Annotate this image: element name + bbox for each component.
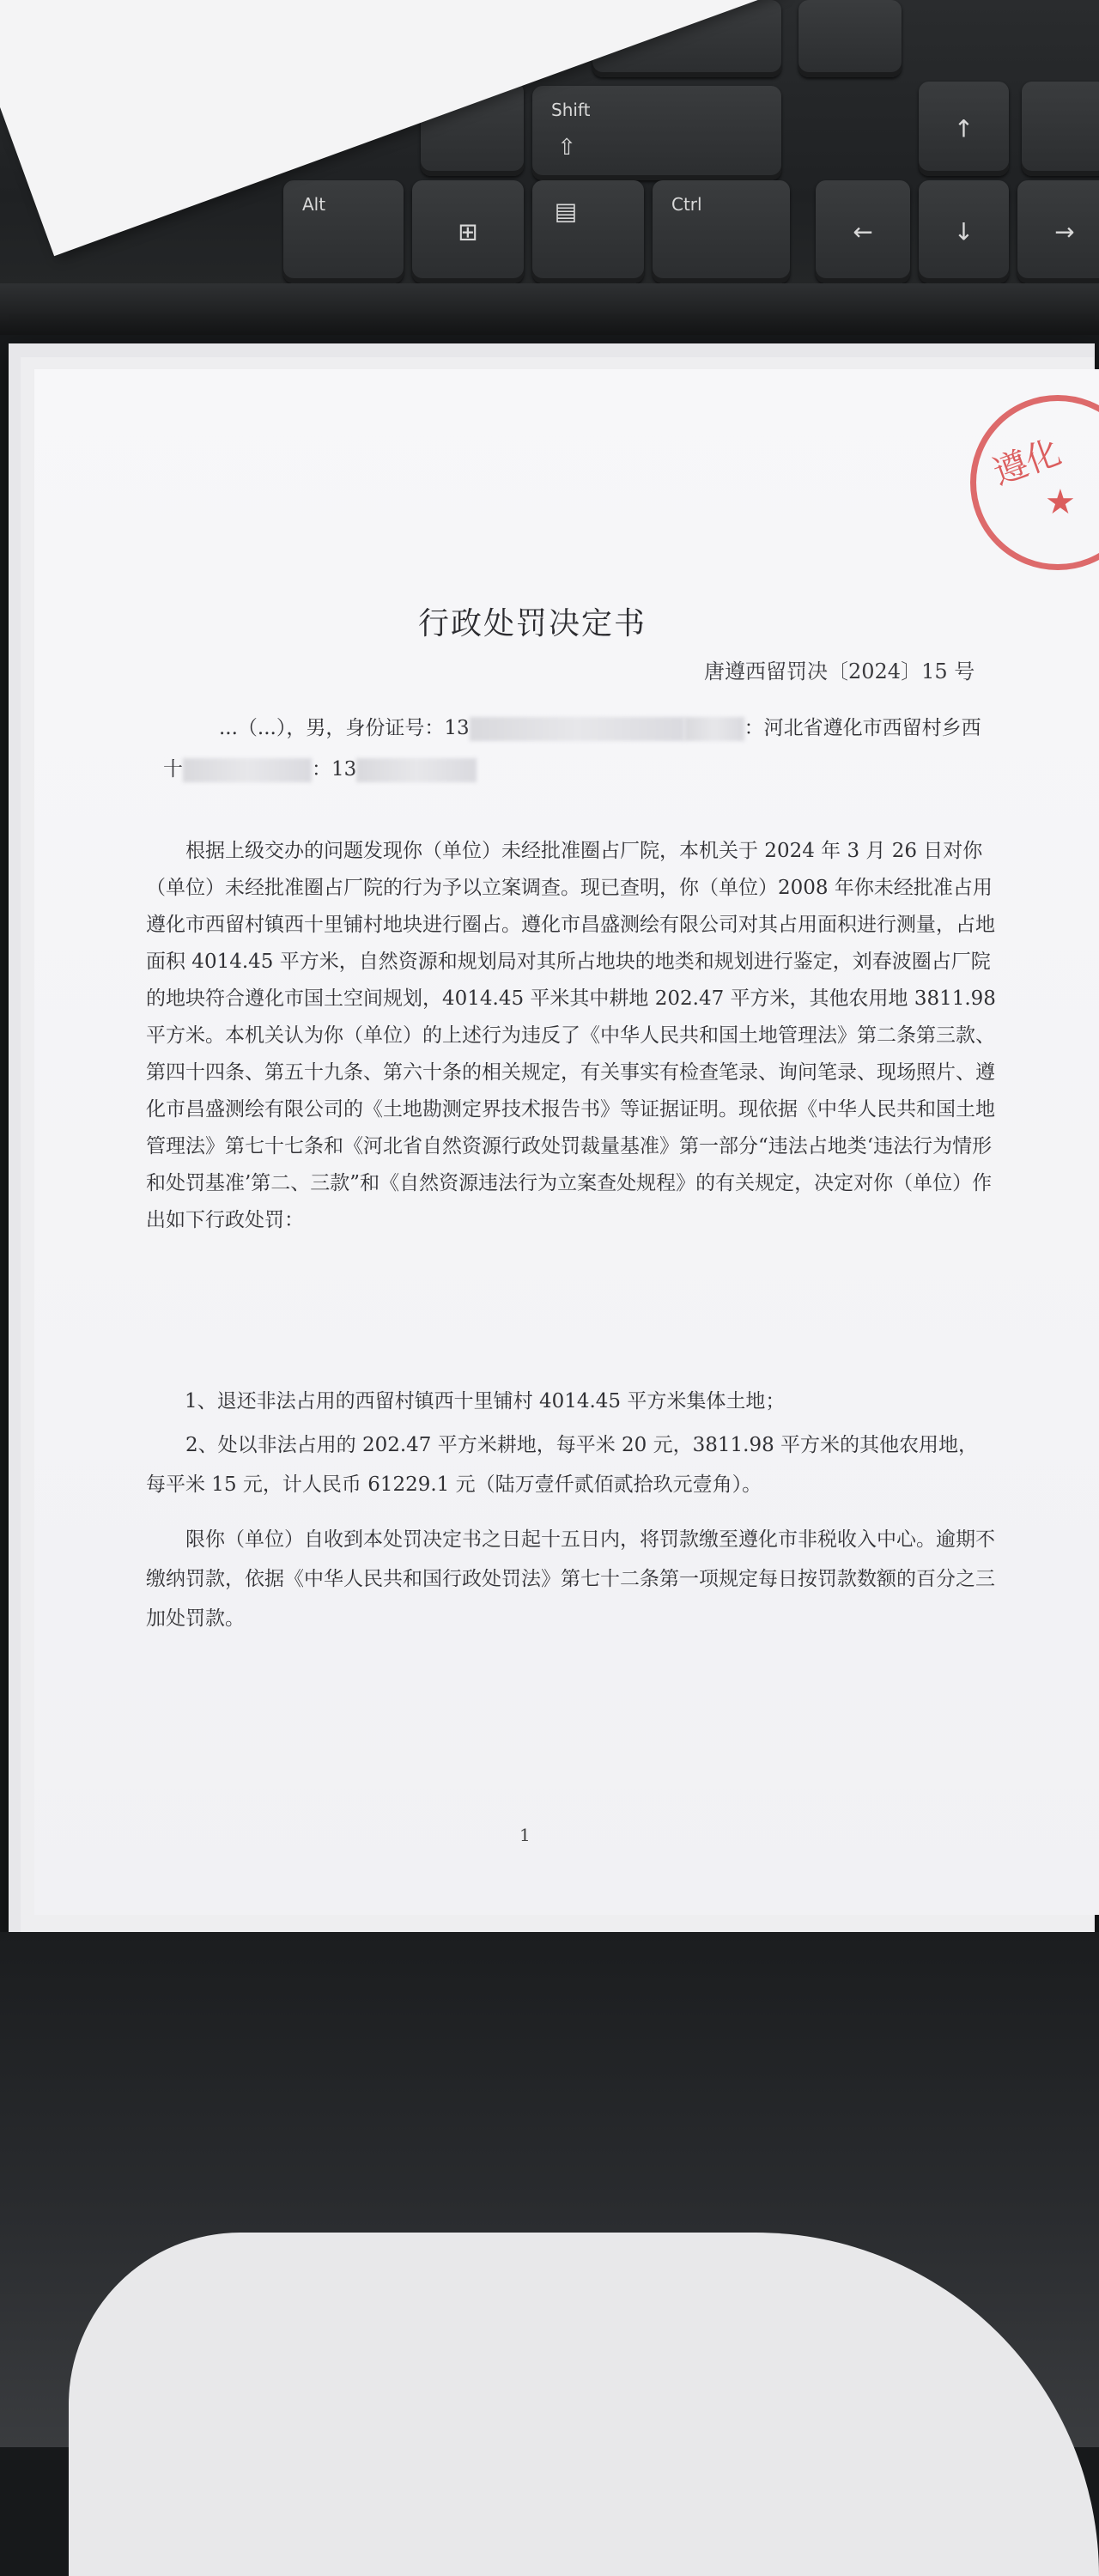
party-info-line-2	[163, 752, 1022, 787]
windows-key	[412, 180, 524, 283]
arrow-left-key	[816, 180, 910, 283]
party-phone: ：13	[312, 758, 357, 781]
seal-text: 遵化	[987, 432, 1066, 494]
redacted-field-label	[684, 717, 744, 741]
seal-star-icon: ★	[1045, 483, 1076, 522]
shift-key	[532, 86, 781, 180]
arrow-right-key	[1017, 180, 1099, 283]
menu-icon: ▤	[554, 197, 578, 226]
shift-key-label: Shift	[551, 100, 591, 120]
party-address: ：河北省遵化市西留村乡西	[744, 717, 981, 739]
arrow-left-icon: ←	[853, 217, 873, 246]
arrow-down-key	[919, 180, 1009, 283]
menu-key	[532, 180, 644, 283]
party-address-continued: 十	[163, 758, 183, 781]
page-number: 1	[519, 1825, 531, 1845]
ctrl-key-label: Ctrl	[671, 194, 702, 215]
arrow-right-icon: →	[1054, 217, 1075, 246]
alt-key	[283, 180, 404, 283]
windows-logo-icon: ⊞	[458, 217, 478, 246]
keyboard-key	[1022, 82, 1099, 176]
party-name-fragment: ...（...）	[219, 717, 287, 739]
arrow-up-key	[919, 82, 1009, 176]
arrow-down-icon: ↓	[953, 217, 975, 246]
shift-arrow-icon: ⇧	[557, 135, 576, 161]
ctrl-key	[653, 180, 790, 283]
document-page	[34, 369, 1099, 1915]
alt-key-label: Alt	[302, 194, 326, 215]
redacted-id-number	[470, 717, 684, 741]
arrow-up-icon: ↑	[953, 114, 975, 143]
redacted-phone	[356, 758, 477, 782]
body-paragraph-1: 根据上级交办的问题发现你（单位）未经批准圈占厂院，本机关于 2024 年 3 月 26 日对你（单位）未经批准圈占厂院的行为予以立案调查。现已查明，你（单位）2008 年你未经批准占用遵化市西留村镇西十里铺村地块进行圈占。遵化市昌盛测绘有限公司对其占用面积进行测量，占地面积 4014.45 平方米，自然资源和规划局对其所占地块的地类和规划进行鉴定，刘春波圈占厂院的地块符合遵化市国土空间规划，4014.45 平米其中耕地 202.47 平方米，其他农用地 3811.98 平方米。本机关认为你（单位）的上述行为违反了《中华人民共和国土地管理法》第二条第三款、第四十四条、第五十九条、第六十条的相关规定，有关事实有检查笔录、询问笔录、现场照片、遵化市昌盛测绘有限公司的《土地勘测定界技术报告书》等证据证明。现依据《中华人民共和国土地管理法》第七十七条和《河北省自然资源行政处罚裁量基准》第一部分“违法占地类‘违法行为情形和处罚基准’第二、三款”和《自然资源违法行为立案查处规程》的有关规定，决定对你（单位）作出如下行政处罚：	[146, 840, 996, 1231]
document-title: 行政处罚决定书	[417, 606, 647, 641]
penalty-item-1: 1、退还非法占用的西留村镇西十里铺村 4014.45 平方米集体土地；	[185, 1390, 786, 1413]
penalty-item-2: 2、处以非法占用的 202.47 平方米耕地，每平米 20 元，3811.98 平方米的其他农用地，每平米 15 元，计人民币 61229.1 元（陆万壹仟贰佰贰拾玖元壹角）。	[146, 1434, 979, 1496]
keyboard-edge	[0, 283, 1099, 335]
keyboard-key	[798, 0, 902, 77]
document-number: 唐遵西留罚决〔2024〕15 号	[704, 659, 975, 683]
body-paragraph-2: 限你（单位）自收到本处罚决定书之日起十五日内，将罚款缴至遵化市非税收入中心。逾期不缴纳罚款，依据《中华人民共和国行政处罚法》第七十二条第一项规定每日按罚款数额的百分之三加处罚款。	[146, 1528, 995, 1630]
party-gender-id: ，男，身份证号：13	[286, 717, 470, 739]
party-info-line-1	[219, 711, 1035, 745]
redacted-address	[183, 758, 312, 782]
